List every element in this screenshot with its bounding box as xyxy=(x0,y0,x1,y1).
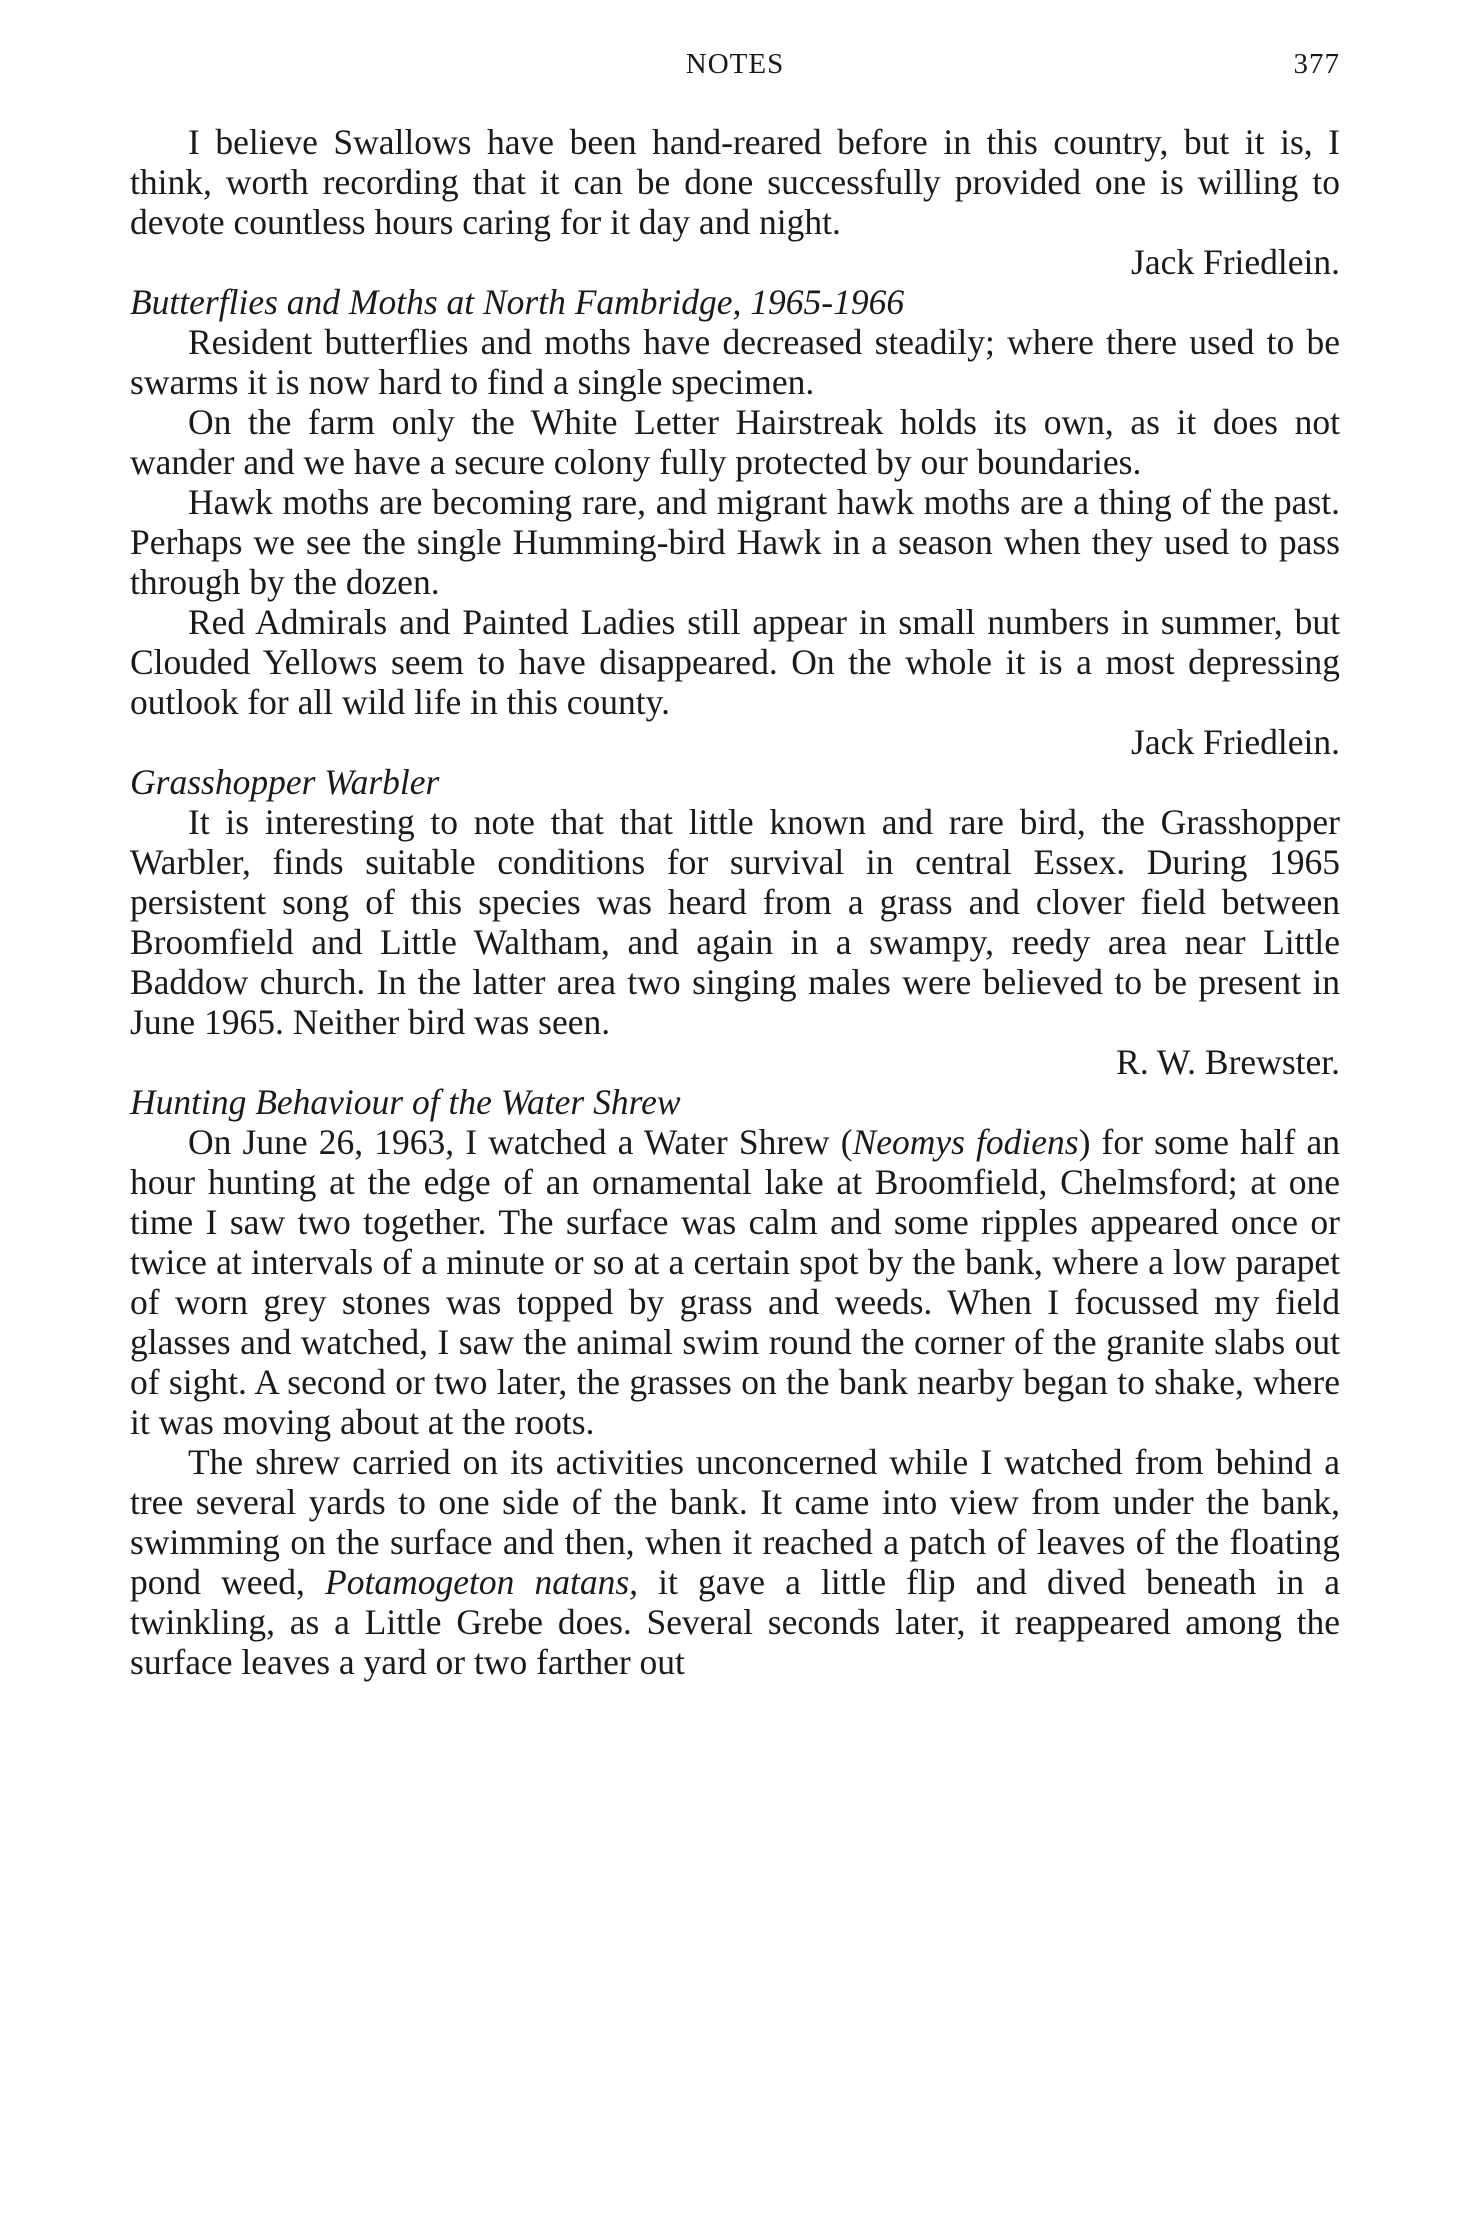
paragraph xyxy=(130,1442,1340,1682)
species-name: Potamogeton natans, xyxy=(325,1562,639,1602)
paragraph-text: The shrew carried on its activities unconcerned while I watched from behind a tree several yards to one side of the bank. It came into view from under the bank, swimming on the surface and then, when it reached a patch of leaves of the floating pond weed, xyxy=(130,1442,1340,1602)
note-heading: Grasshopper Warbler xyxy=(130,762,440,802)
paragraph: Red Admirals and Painted Ladies still appear in small numbers in summer, but Clouded Yellows seem to have disappeared. On the whole it is a most depressing outlook for all wild life in this county. xyxy=(130,602,1340,722)
paragraph: Hawk moths are becoming rare, and migrant hawk moths are a thing of the past. Perhaps we see the single Humming-bird Hawk in a season when they used to pass through by the dozen. xyxy=(130,482,1340,602)
author-signature: R. W. Brewster. xyxy=(1116,1042,1340,1082)
species-name: Neomys fodiens xyxy=(852,1122,1079,1162)
page-number: 377 xyxy=(1293,48,1340,80)
paragraph: Resident butterflies and moths have decreased steadily; where there used to be swarms it is now hard to find a single specimen. xyxy=(130,322,1340,402)
paragraph: On the farm only the White Letter Hairstreak holds its own, as it does not wander and we have a secure colony fully protected by our boundaries. xyxy=(130,402,1340,482)
article-body xyxy=(130,122,1340,1682)
paragraph-text: On June 26, 1963, I watched a Water Shrew ( xyxy=(188,1122,853,1162)
paragraph xyxy=(130,1122,1340,1442)
paragraph-text: ) for some half an hour hunting at the edge of an ornamental lake at Broomfield, Chelmsford; at one time I saw two together. The surface was calm and some ripples appeared once or twice at intervals of a minute or so at a certain spot by the bank, where a low parapet of worn grey stones was topped by grass and weeds. When I focussed my field glasses and watched, I saw the animal swim round the corner of the granite slabs out of sight. A second or two later, the grasses on the bank nearby began to shake, where it was moving about at the roots. xyxy=(130,1122,1340,1442)
running-title: NOTES xyxy=(685,48,785,80)
author-signature: Jack Friedlein. xyxy=(1131,722,1340,762)
author-signature: Jack Friedlein. xyxy=(1131,242,1340,282)
paragraph: I believe Swallows have been hand-reared before in this country, but it is, I think, worth recording that it can be done successfully provided one is willing to devote countless hours caring for it day and night. xyxy=(130,122,1340,242)
running-header xyxy=(130,48,1340,88)
note-heading: Hunting Behaviour of the Water Shrew xyxy=(130,1082,681,1122)
paragraph: It is interesting to note that that little known and rare bird, the Grasshopper Warbler, finds suitable conditions for survival in central Essex. During 1965 persistent song of this species was heard from a grass and clover field between Broomfield and Little Waltham, and again in a swampy, reedy area near Little Baddow church. In the latter area two singing males were believed to be present in June 1965. Neither bird was seen. xyxy=(130,802,1340,1042)
paragraph-text: it gave a little flip and dived beneath in a twinkling, as a Little Grebe does. Several seconds later, it reappeared among the surface leaves a yard or two farther out xyxy=(130,1562,1340,1682)
note-heading: Butterflies and Moths at North Fambridge, 1965-1966 xyxy=(130,282,905,322)
